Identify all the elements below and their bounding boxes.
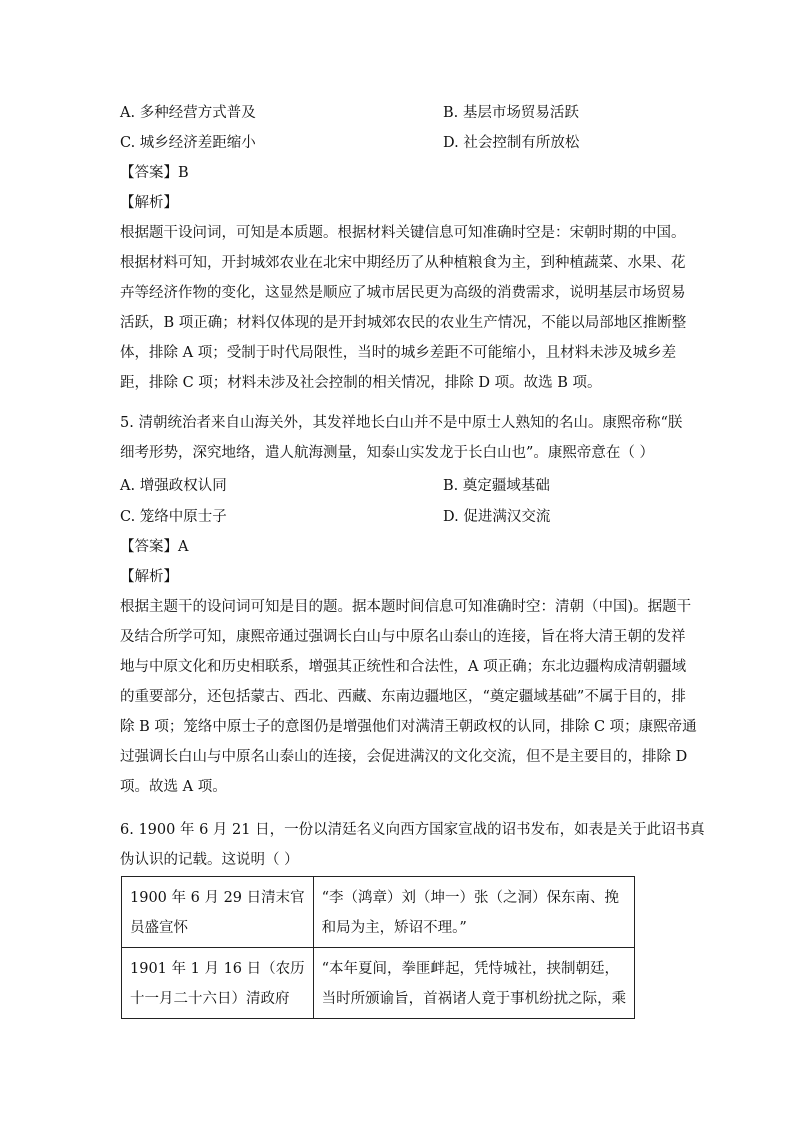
cell-line: 当时所颁谕旨，首祸诸人竟于事机纷扰之际，乘 xyxy=(321,991,627,1007)
cell-line: 1901 年 1 月 16 日（农历 xyxy=(130,961,305,977)
q4-analysis-line: 卉等经济作物的变化，这显然是顺应了城市居民更为高级的消费需求，说明基层市场贸易 xyxy=(120,285,686,301)
q4-answer: 【答案】B xyxy=(120,165,189,181)
q5-stem-line: 5. 清朝统治者来自山海关外，其发祥地长白山并不是中原士人熟知的名山。康熙帝称“朕 xyxy=(120,415,683,431)
q6-stem xyxy=(120,815,705,875)
q4-analysis-line: 活跃，B 项正确；材料仅体现的是开封城郊农民的农业生产情况，不能以局部地区推断整 xyxy=(120,315,687,331)
q5-analysis-line: 的重要部分，还包括蒙古、西北、西藏、东南边疆地区，“奠定疆域基础”不属于目的，排 xyxy=(120,689,686,705)
q4-analysis xyxy=(120,218,687,398)
q5-option-d: D. 促进满汉交流 xyxy=(443,509,551,525)
table-cell-source xyxy=(122,877,314,948)
cell-line: 员盛宣怀 xyxy=(130,920,188,936)
q5-analysis-line: 地与中原文化和历史相联系，增强其正统性和合法性，A 项正确；东北边疆构成清朝疆域 xyxy=(120,659,687,675)
q5-answer: 【答案】A xyxy=(120,539,189,555)
q4-option-b: B. 基层市场贸易活跃 xyxy=(443,105,579,121)
table-cell-source xyxy=(122,948,314,1019)
q6-stem-line: 伪认识的记载。这说明（ ） xyxy=(120,852,299,868)
q4-option-d: D. 社会控制有所放松 xyxy=(443,135,580,151)
q4-analysis-line: 根据题干设问词，可知是本质题。根据材料关键信息可知准确时空是：宋朝时期的中国。 xyxy=(120,225,686,241)
q5-analysis-line: 除 B 项；笼络中原士子的意图仍是增强他们对满清王朝政权的认同，排除 C 项；康熙帝通 xyxy=(120,719,697,735)
q4-analysis-label: 【解析】 xyxy=(120,195,178,211)
q5-stem-line: 细考形势，深究地络，遣人航海测量，知泰山实发龙于长白山也”。康熙帝意在（ ） xyxy=(120,445,655,461)
q4-analysis-line: 根据材料可知，开封城郊农业在北宋中期经历了从种植粮食为主，到种植蔬菜、水果、花 xyxy=(120,255,686,271)
cell-line: 十一月二十六日）清政府 xyxy=(130,991,290,1007)
q4-option-a: A. 多种经营方式普及 xyxy=(120,105,256,121)
cell-line: 和局为主，矫诏不理。” xyxy=(321,920,467,936)
q6-records-table xyxy=(121,876,635,1019)
table-cell-record xyxy=(313,948,635,1019)
q5-option-b: B. 奠定疆域基础 xyxy=(443,478,550,494)
cell-line: “本年夏间，拳匪衅起，凭恃城社，挟制朝廷， xyxy=(321,961,620,977)
q5-option-c: C. 笼络中原士子 xyxy=(120,509,227,525)
q4-analysis-line: 体，排除 A 项；受制于时代局限性，当时的城乡差距不可能缩小，且材料未涉及城乡差 xyxy=(120,345,677,361)
q5-option-a: A. 增强政权认同 xyxy=(120,478,227,494)
q5-analysis-line: 项。故选 A 项。 xyxy=(120,779,227,795)
q6-stem-line: 6. 1900 年 6 月 21 日，一份以清廷名义向西方国家宣战的诏书发布，如表是关于此诏书真 xyxy=(120,822,705,838)
table-cell-record xyxy=(313,877,635,948)
q5-analysis-label: 【解析】 xyxy=(120,569,178,585)
table-row xyxy=(122,877,635,948)
q5-analysis xyxy=(120,592,697,802)
q4-analysis-line: 距，排除 C 项；材料未涉及社会控制的相关情况，排除 D 项。故选 B 项。 xyxy=(120,375,602,391)
q5-analysis-line: 根据主题干的设问词可知是目的题。据本题时间信息可知准确时空：清朝（中国)。据题干 xyxy=(120,599,692,615)
table-row xyxy=(122,948,635,1019)
q4-option-c: C. 城乡经济差距缩小 xyxy=(120,135,256,151)
q5-stem xyxy=(120,408,683,468)
q5-analysis-line: 过强调长白山与中原名山泰山的连接，会促进满汉的文化交流，但不是主要目的，排除 D xyxy=(120,749,688,765)
cell-line: 1900 年 6 月 29 日清末官 xyxy=(130,890,305,906)
cell-line: “李（鸿章）刘（坤一）张（之洞）保东南、挽 xyxy=(321,890,620,906)
q5-analysis-line: 及结合所学可知，康熙帝通过强调长白山与中原名山泰山的连接，旨在将大清王朝的发祥 xyxy=(120,629,686,645)
